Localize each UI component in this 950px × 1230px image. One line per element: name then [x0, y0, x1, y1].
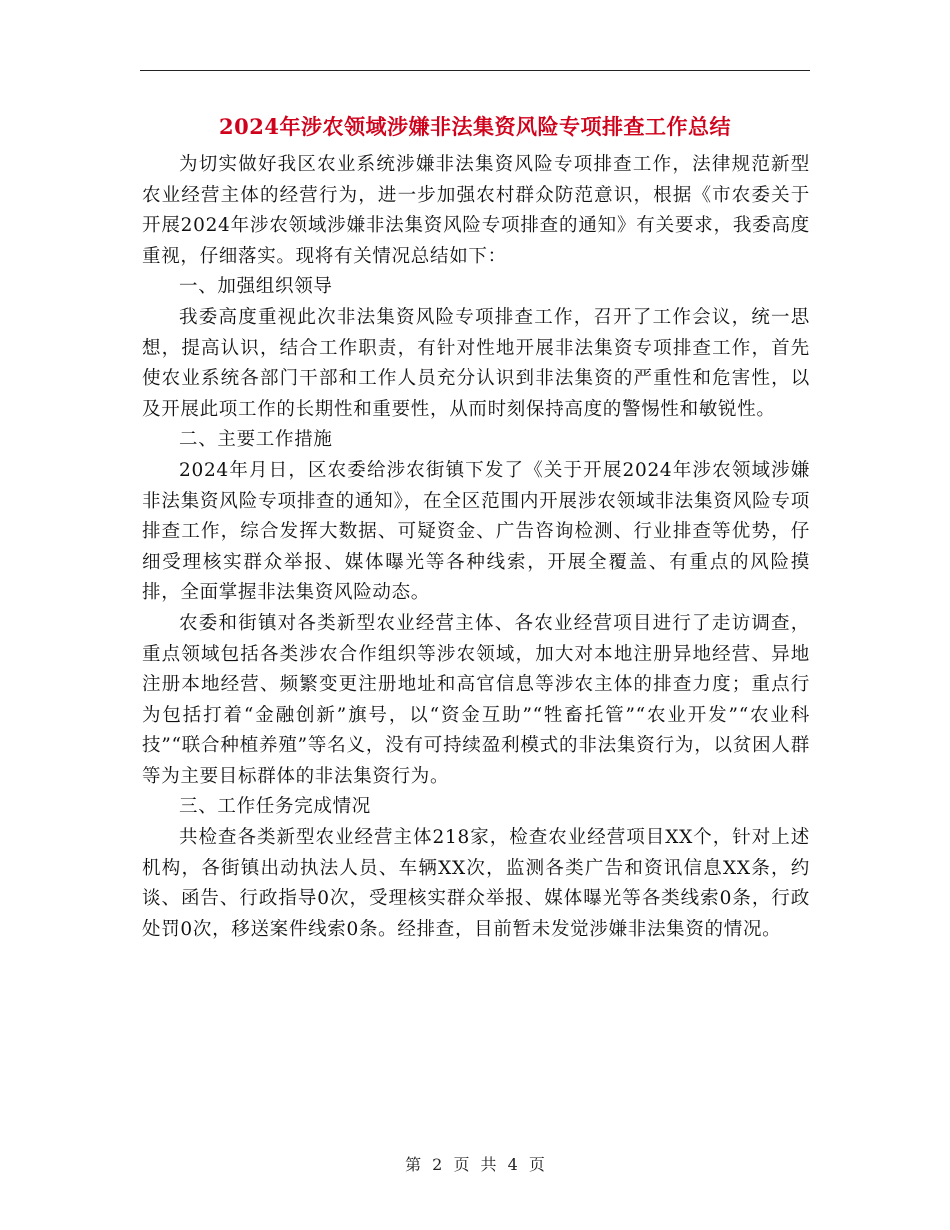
section-3-paragraph: 共检查各类新型农业经营主体218家，检查农业经营项目XX个，针对上述机构，各街镇出动执法人员、车辆XX次，监测各类广告和资讯信息XX条，约谈、函告、行政指导0次，受理核实群众举报、媒体曝光等各类线索0条，行政处罚0次，移送案件线索0条。经排查，目前暂未发觉涉嫌非法集资的情况。	[142, 827, 810, 940]
page-footer: 第 2 页 共 4 页	[405, 1155, 545, 1174]
section-2-paragraph-2: 农委和街镇对各类新型农业经营主体、各农业经营项目进行了走访调查，重点领域包括各类涉农合作组织等涉农领域，加大对本地注册异地经营、异地注册本地经营、频繁变更注册地址和高官信息等涉农主体的排查力度；重点行为包括打着“金融创新”旗号，以“资金互助”“牲畜托管”“农业开发”“农业科技”“联合种植养殖”等名义，没有可持续盈利模式的非法集资行为，以贫困人群等为主要目标群体的非法集资行为。	[142, 612, 810, 787]
header-rule	[140, 70, 810, 71]
section-heading-3: 三、工作任务完成情况	[179, 796, 372, 818]
section-2-paragraph-1: 2024年月日，区农委给涉农街镇下发了《关于开展2024年涉农领域涉嫌非法集资风险专项排查的通知》，在全区范围内开展涉农领域非法集资风险专项排查工作，综合发挥大数据、可疑资金、广告咨询检测、行业排查等优势，仔细受理核实群众举报、媒体曝光等各种线索，开展全覆盖、有重点的风险摸排，全面掌握非法集资风险动态。	[142, 459, 810, 604]
intro-paragraph: 为切实做好我区农业系统涉嫌非法集资风险专项排查工作，法律规范新型农业经营主体的经营行为，进一步加强农村群众防范意识，根据《市农委关于开展2024年涉农领域涉嫌非法集资风险专项排查的通知》有关要求，我委高度重视，仔细落实。现将有关情况总结如下：	[142, 154, 810, 267]
section-heading-2: 二、主要工作措施	[179, 429, 333, 451]
document-body	[142, 150, 810, 945]
document-title: 2024年涉农领域涉嫌非法集资风险专项排查工作总结	[219, 114, 731, 139]
section-1-paragraph: 我委高度重视此次非法集资风险专项排查工作，召开了工作会议，统一思想，提高认识，结合工作职责，有针对性地开展非法集资专项排查工作，首先使农业系统各部门干部和工作人员充分认识到非法集资的严重性和危害性，以及开展此项工作的长期性和重要性，从而时刻保持高度的警惕性和敏锐性。	[142, 306, 810, 420]
section-heading-1: 一、加强组织领导	[179, 276, 333, 298]
